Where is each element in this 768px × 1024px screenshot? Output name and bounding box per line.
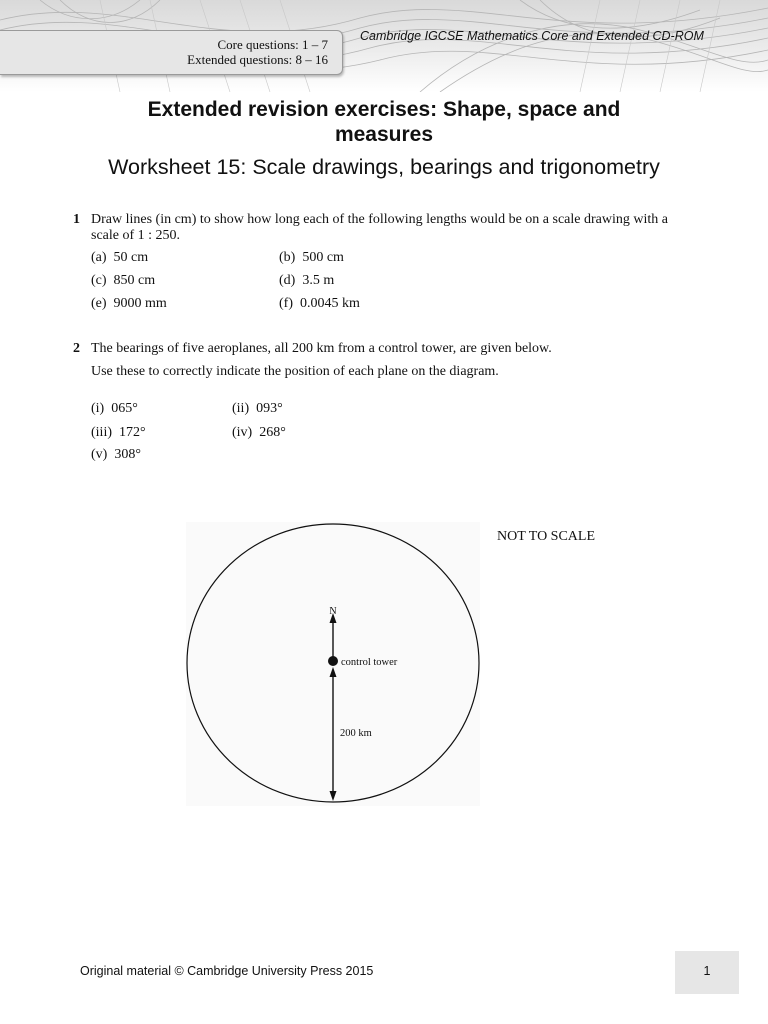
part-label: (e) [91,296,107,311]
control-tower-dot [328,656,338,666]
part-value: 172° [119,425,146,440]
question-1-text-line1: Draw lines (in cm) to show how long each of the following lengths would be on a scale drawing with a [91,212,668,227]
question-1-text-line2: scale of 1 : 250. [91,228,181,243]
cd-rom-title: Cambridge IGCSE Mathematics Core and Extended CD-ROM [360,29,704,43]
part-value: 093° [256,401,283,416]
worksheet-title: Worksheet 15: Scale drawings, bearings and trigonometry [108,155,660,179]
question-2-part-v [91,447,141,463]
bearings-diagram [186,522,480,811]
part-label: (ii) [232,401,250,416]
page-number: 1 [703,964,711,978]
question-2-part-i [91,401,138,417]
part-value: 50 cm [113,250,149,265]
part-value: 850 cm [113,273,156,288]
question-1-part-d [279,273,334,289]
question-2-text-line2: Use these to correctly indicate the position of each plane on the diagram. [91,364,499,379]
part-label: (b) [279,250,296,265]
question-1-number: 1 [73,212,80,227]
main-heading [84,97,684,147]
part-label: (i) [91,401,105,416]
part-label: (f) [279,296,293,311]
part-label: (v) [91,447,108,462]
question-2-text-line1: The bearings of five aeroplanes, all 200 km from a control tower, are given below. [91,341,552,356]
part-label: (iii) [91,425,112,440]
question-1-part-f [279,296,360,312]
control-tower-label: control tower [341,657,398,668]
part-label: (d) [279,273,296,288]
part-value: 3.5 m [302,273,335,288]
not-to-scale-note: NOT TO SCALE [497,529,596,544]
question-2-part-iii [91,425,146,441]
main-heading-line1: Extended revision exercises: Shape, space and [147,98,621,121]
core-questions-range: Core questions: 1 – 7 [217,37,328,52]
part-value: 065° [111,401,138,416]
radius-label: 200 km [340,728,372,739]
question-2-part-ii [232,401,283,417]
part-label: (c) [91,273,107,288]
part-value: 0.0045 km [300,296,360,311]
extended-questions-range: Extended questions: 8 – 16 [187,52,328,67]
question-1-part-a [91,250,148,266]
north-label: N [329,606,337,617]
question-range-box [0,30,343,75]
part-value: 268° [259,425,286,440]
part-label: (a) [91,250,107,265]
question-1-part-c [91,273,155,289]
part-value: 308° [114,447,141,462]
question-1-part-e [91,296,167,312]
copyright-footer: Original material © Cambridge University Press 2015 [80,964,374,978]
part-label: (iv) [232,425,253,440]
question-1-part-b [279,250,344,266]
part-value: 9000 mm [113,296,167,311]
page-number-box [675,951,739,994]
part-value: 500 cm [302,250,344,265]
main-heading-line2: measures [334,123,434,146]
question-2-number: 2 [73,341,80,356]
question-2-part-iv [232,425,286,441]
